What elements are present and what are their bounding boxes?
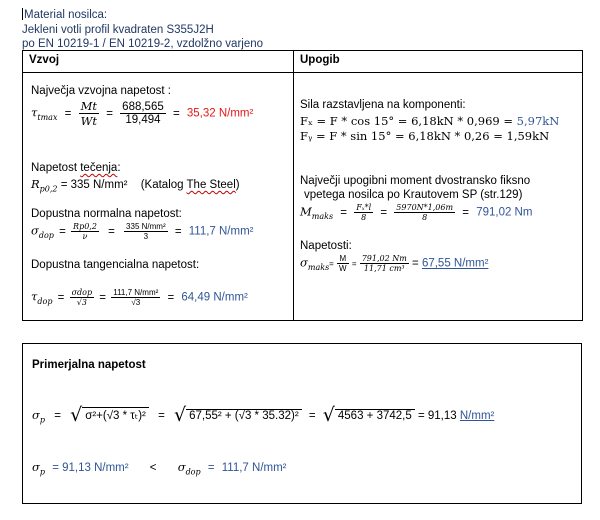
comparison-row: $\sigma_p = 91,13$ $N/mm^2 < \sigma_{dop} = 111,7$ N/mm² <box>32 460 287 477</box>
text-cursor <box>22 8 23 20</box>
max-stress-result: 35,32 N/mm² <box>186 107 254 120</box>
stress-label: Napetosti: <box>300 240 352 252</box>
yield-formula: $R_{p0,2} = 335$ N/mm² (Katalog The Steel) <box>31 177 240 194</box>
moment-label-line-1: Največji upogibni moment dvostransko fiksno <box>300 175 531 187</box>
yield-catalog: (Katalog The Steel) <box>140 179 240 191</box>
force-label: Sila razstavljena na komponenti: <box>300 99 466 111</box>
normal-stress-label: Dopustna normalna napetost: <box>31 208 182 220</box>
comparison-allowed: 111,7 N/mm² <box>221 462 287 474</box>
cell-upogib <box>294 73 583 321</box>
comparison-sign: < <box>149 462 157 474</box>
moment-result: 791,02 Nm <box>476 206 533 219</box>
document-header <box>22 8 263 52</box>
max-stress-formula: $\tau_{tmax}$ = $\frac{Mt}{Wt}$ = $\frac{688,565}{19,494}$ = 35,32 N/mm² <box>31 99 254 128</box>
column-title-vzvoj: Vzvoj <box>23 51 294 73</box>
tangential-stress-label: Dopustna tangencialna napetost: <box>31 259 200 271</box>
yield-label: Napetost tečenja: <box>31 162 121 174</box>
max-stress-label: Največja vzvojna napetost : <box>31 85 171 97</box>
comparative-stress-formula: $\sigma_p$ = √ σ²+(√3 * τₜ)² = √ 67,55² + (√3 * 35.32)² = √ 4563 + 3742,5 = 91,13 N/mm² <box>32 404 495 426</box>
normal-stress-result: 111,7 N/mm² <box>188 225 254 238</box>
bending-stress-formula: $\sigma_{maks}=$ $\frac{M}{W}$ = $\frac{791,02 Nm}{\text{11,71 cm³}}$ = 67,55 N/mm² <box>300 254 489 273</box>
sqrt-icon: √ <box>70 404 83 426</box>
header-line-3: po EN 10219-1 / EN 10219-2, vzdolžno varjeno <box>22 38 264 50</box>
comparison-value: 91,13 N/mm² <box>62 462 129 474</box>
fraction-mt-wt: $\frac{Mt}{Wt}$ <box>80 99 98 128</box>
cell-vzvoj <box>23 73 294 321</box>
moment-formula: $M_{maks}$ = $\frac{\text{Fₓ*l}}{8}$ = $\frac{5970N*1,06m}{8}$ = 791,02 Nm <box>300 203 533 222</box>
calculation-table <box>22 50 583 321</box>
radicand-values: 67,55² + (√3 * 35.32)² <box>186 409 302 422</box>
comparative-result: = 91,13 <box>414 410 460 422</box>
sqrt-icon: √ <box>173 404 187 426</box>
comparative-stress-box <box>22 343 582 504</box>
fy-formula: Fᵧ = F * sin 15° = 6,18kN * 0,26 = 1,59kN <box>300 129 550 143</box>
moment-label-line-2: vpetega nosilca po Krautovem SP (str.129) <box>304 189 523 201</box>
tangential-stress-formula: $\tau_{dop}$ = $\frac{\text{σdop}}{√3}$ = $\frac{\text{111,7 N/mm²}}{√3}$ = 64,49 N/mm² <box>31 288 248 307</box>
sqrt-icon: √ <box>322 404 335 426</box>
fx-formula: Fₓ = F * cos 15° = 6,18kN * 0,969 = 5,97kN <box>300 114 560 128</box>
radicand-sum: 4563 + 3742,5 <box>335 409 415 422</box>
column-title-upogib: Upogib <box>294 51 583 73</box>
comparative-result-unit: N/mm² <box>459 410 495 422</box>
header-line-2: Jekleni votli profil kvadraten S355J2H <box>22 23 214 36</box>
comparative-stress-title: Primerjalna napetost <box>32 359 146 371</box>
fraction-values: $\frac{688,565}{19,494}$ <box>122 101 164 126</box>
tangential-stress-result: 64,49 N/mm² <box>181 291 248 304</box>
bending-stress-result: 67,55 N/mm² <box>421 257 489 270</box>
header-line-1: Material nosilca: <box>24 9 108 21</box>
normal-stress-formula: $\sigma_{dop}$ = $\frac{Rp0,2}{\nu}$ = $\frac{\text{335 N/mm²}}{3}$ = 111,7 N/mm² <box>31 222 254 241</box>
fx-result: 5,97kN <box>516 114 560 128</box>
radicand-symbolic: σ²+(√3 * τₜ)² <box>82 407 149 422</box>
